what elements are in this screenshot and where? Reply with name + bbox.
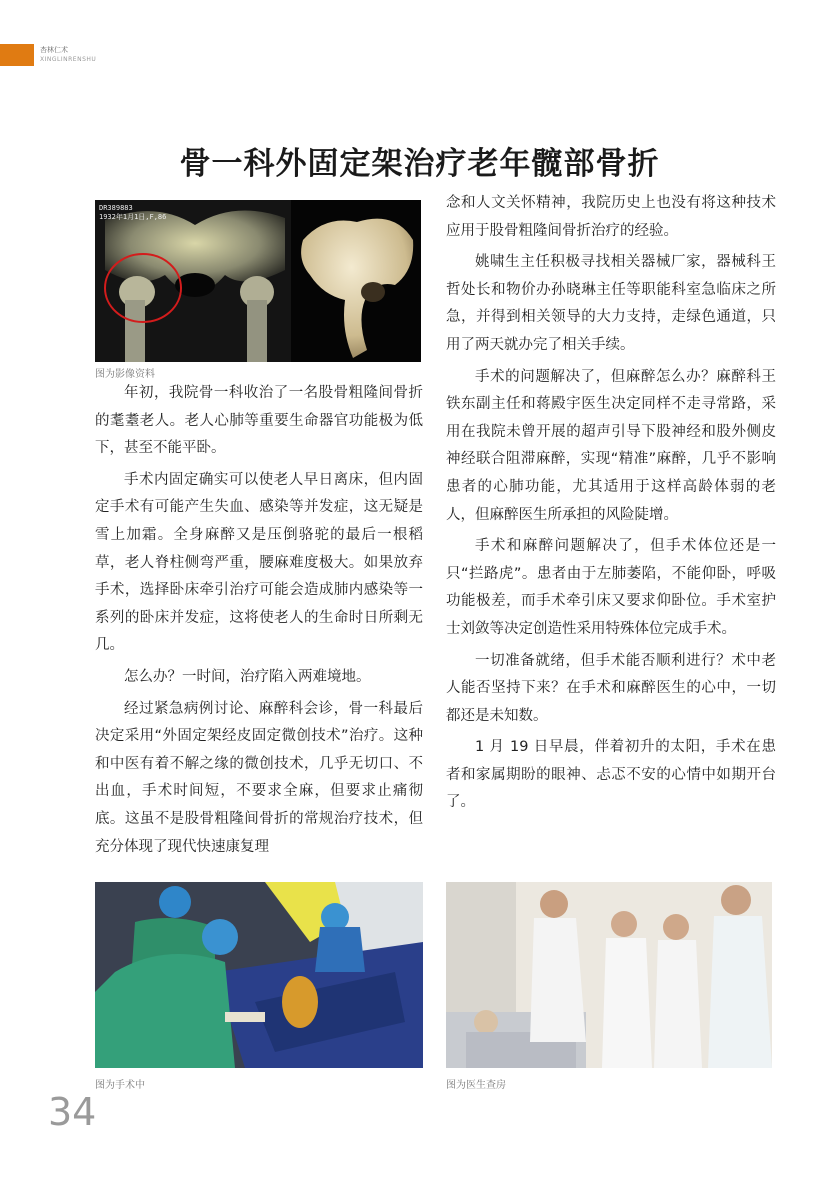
- ward-round-photo: [446, 882, 772, 1068]
- surgery-caption: 图为手术中: [95, 1080, 145, 1091]
- xray-caption: 图为影像资料: [95, 369, 155, 380]
- paragraph: 手术和麻醉问题解决了，但手术体位还是一只“拦路虎”。患者由于左肺萎陷，不能仰卧，呼吸功能极差，而手术牵引床又要求仰卧位。手术室护士刘敛等决定创造性采用特殊体位完成手术。: [446, 538, 776, 637]
- ward-round-caption: 图为医生查房: [446, 1080, 506, 1091]
- section-name: 杏林仁术: [40, 46, 68, 54]
- xray-photo: [95, 200, 421, 362]
- xray-illustration: [95, 200, 421, 362]
- paragraph: 1 月 19 日早晨，伴着初升的太阳，手术在患者和家属期盼的眼神、忐忑不安的心情中如期开台了。: [446, 739, 776, 811]
- paragraph: 手术内固定确实可以使老人早日离床，但内固定手术有可能产生失血、感染等并发症，这无疑是雪上加霜。全身麻醉又是压倒骆驼的最后一根稻草，老人脊柱侧弯严重，腰麻难度极大。如果放弃手术，选择卧床牵引治疗可能会造成肺内感染等一系列的卧床并发症，这将使老人的生命时日所剩无几。: [95, 471, 423, 654]
- xray-patient-id: [99, 204, 166, 222]
- paragraph: 手术的问题解决了，但麻醉怎么办？麻醉科王铁东副主任和蒋殿宇医生决定同样不走寻常路，采用在我院未曾开展的超声引导下股神经和股外侧皮神经联合阻滞麻醉，实现“精准”麻醉，几乎不影响患者的心肺功能，尤其适用于这样高龄体弱的老人，但麻醉医生所承担的风险陡增。: [446, 368, 776, 523]
- section-color-bar: [0, 44, 34, 66]
- paragraph: 怎么办？一时间，治疗陷入两难境地。: [124, 668, 371, 685]
- ward-round-illustration: [446, 882, 772, 1068]
- paragraph: 一切准备就绪，但手术能否顺利进行？术中老人能否坚持下来？在手术和麻醉医生的心中，一切都还是未知数。: [446, 652, 776, 724]
- paragraph: 年初，我院骨一科收治了一名股骨粗隆间骨折的耄耋老人。老人心肺等重要生命器官功能极为低下，甚至不能平卧。: [95, 385, 423, 457]
- article-title: 骨一科外固定架治疗老年髋部骨折: [179, 146, 660, 182]
- right-text-column: [446, 190, 776, 821]
- paragraph: 经过紧急病例讨论、麻醉科会诊，骨一科最后决定采用“外固定架经皮固定微创技术”治疗。这种和中医有着不解之缘的微创技术，几乎无切口、不出血，手术时间短，不要求全麻，但要求止痛彻底。这虽不是股骨粗隆间骨折的常规治疗技术，但充分体现了现代快速康复理: [95, 700, 423, 855]
- surgery-illustration: [95, 882, 423, 1068]
- section-name-pinyin: XINGLINRENSHU: [40, 56, 97, 63]
- surgery-photo: [95, 882, 423, 1068]
- xray-id-line: DR389883: [99, 204, 133, 212]
- paragraph: 姚啸生主任积极寻找相关器械厂家，器械科王哲处长和物价办孙晓琳主任等职能科室急临床之所急，并得到相关领导的大力支持，走绿色通道，只用了两天就办完了相关手续。: [446, 254, 776, 353]
- page-number: 34: [48, 1090, 97, 1134]
- left-text-column: [95, 380, 423, 865]
- paragraph: 念和人文关怀精神，我院历史上也没有将这种技术应用于股骨粗隆间骨折治疗的经验。: [446, 195, 776, 239]
- xray-id-line: 1932年1月1日,F,86: [99, 213, 167, 221]
